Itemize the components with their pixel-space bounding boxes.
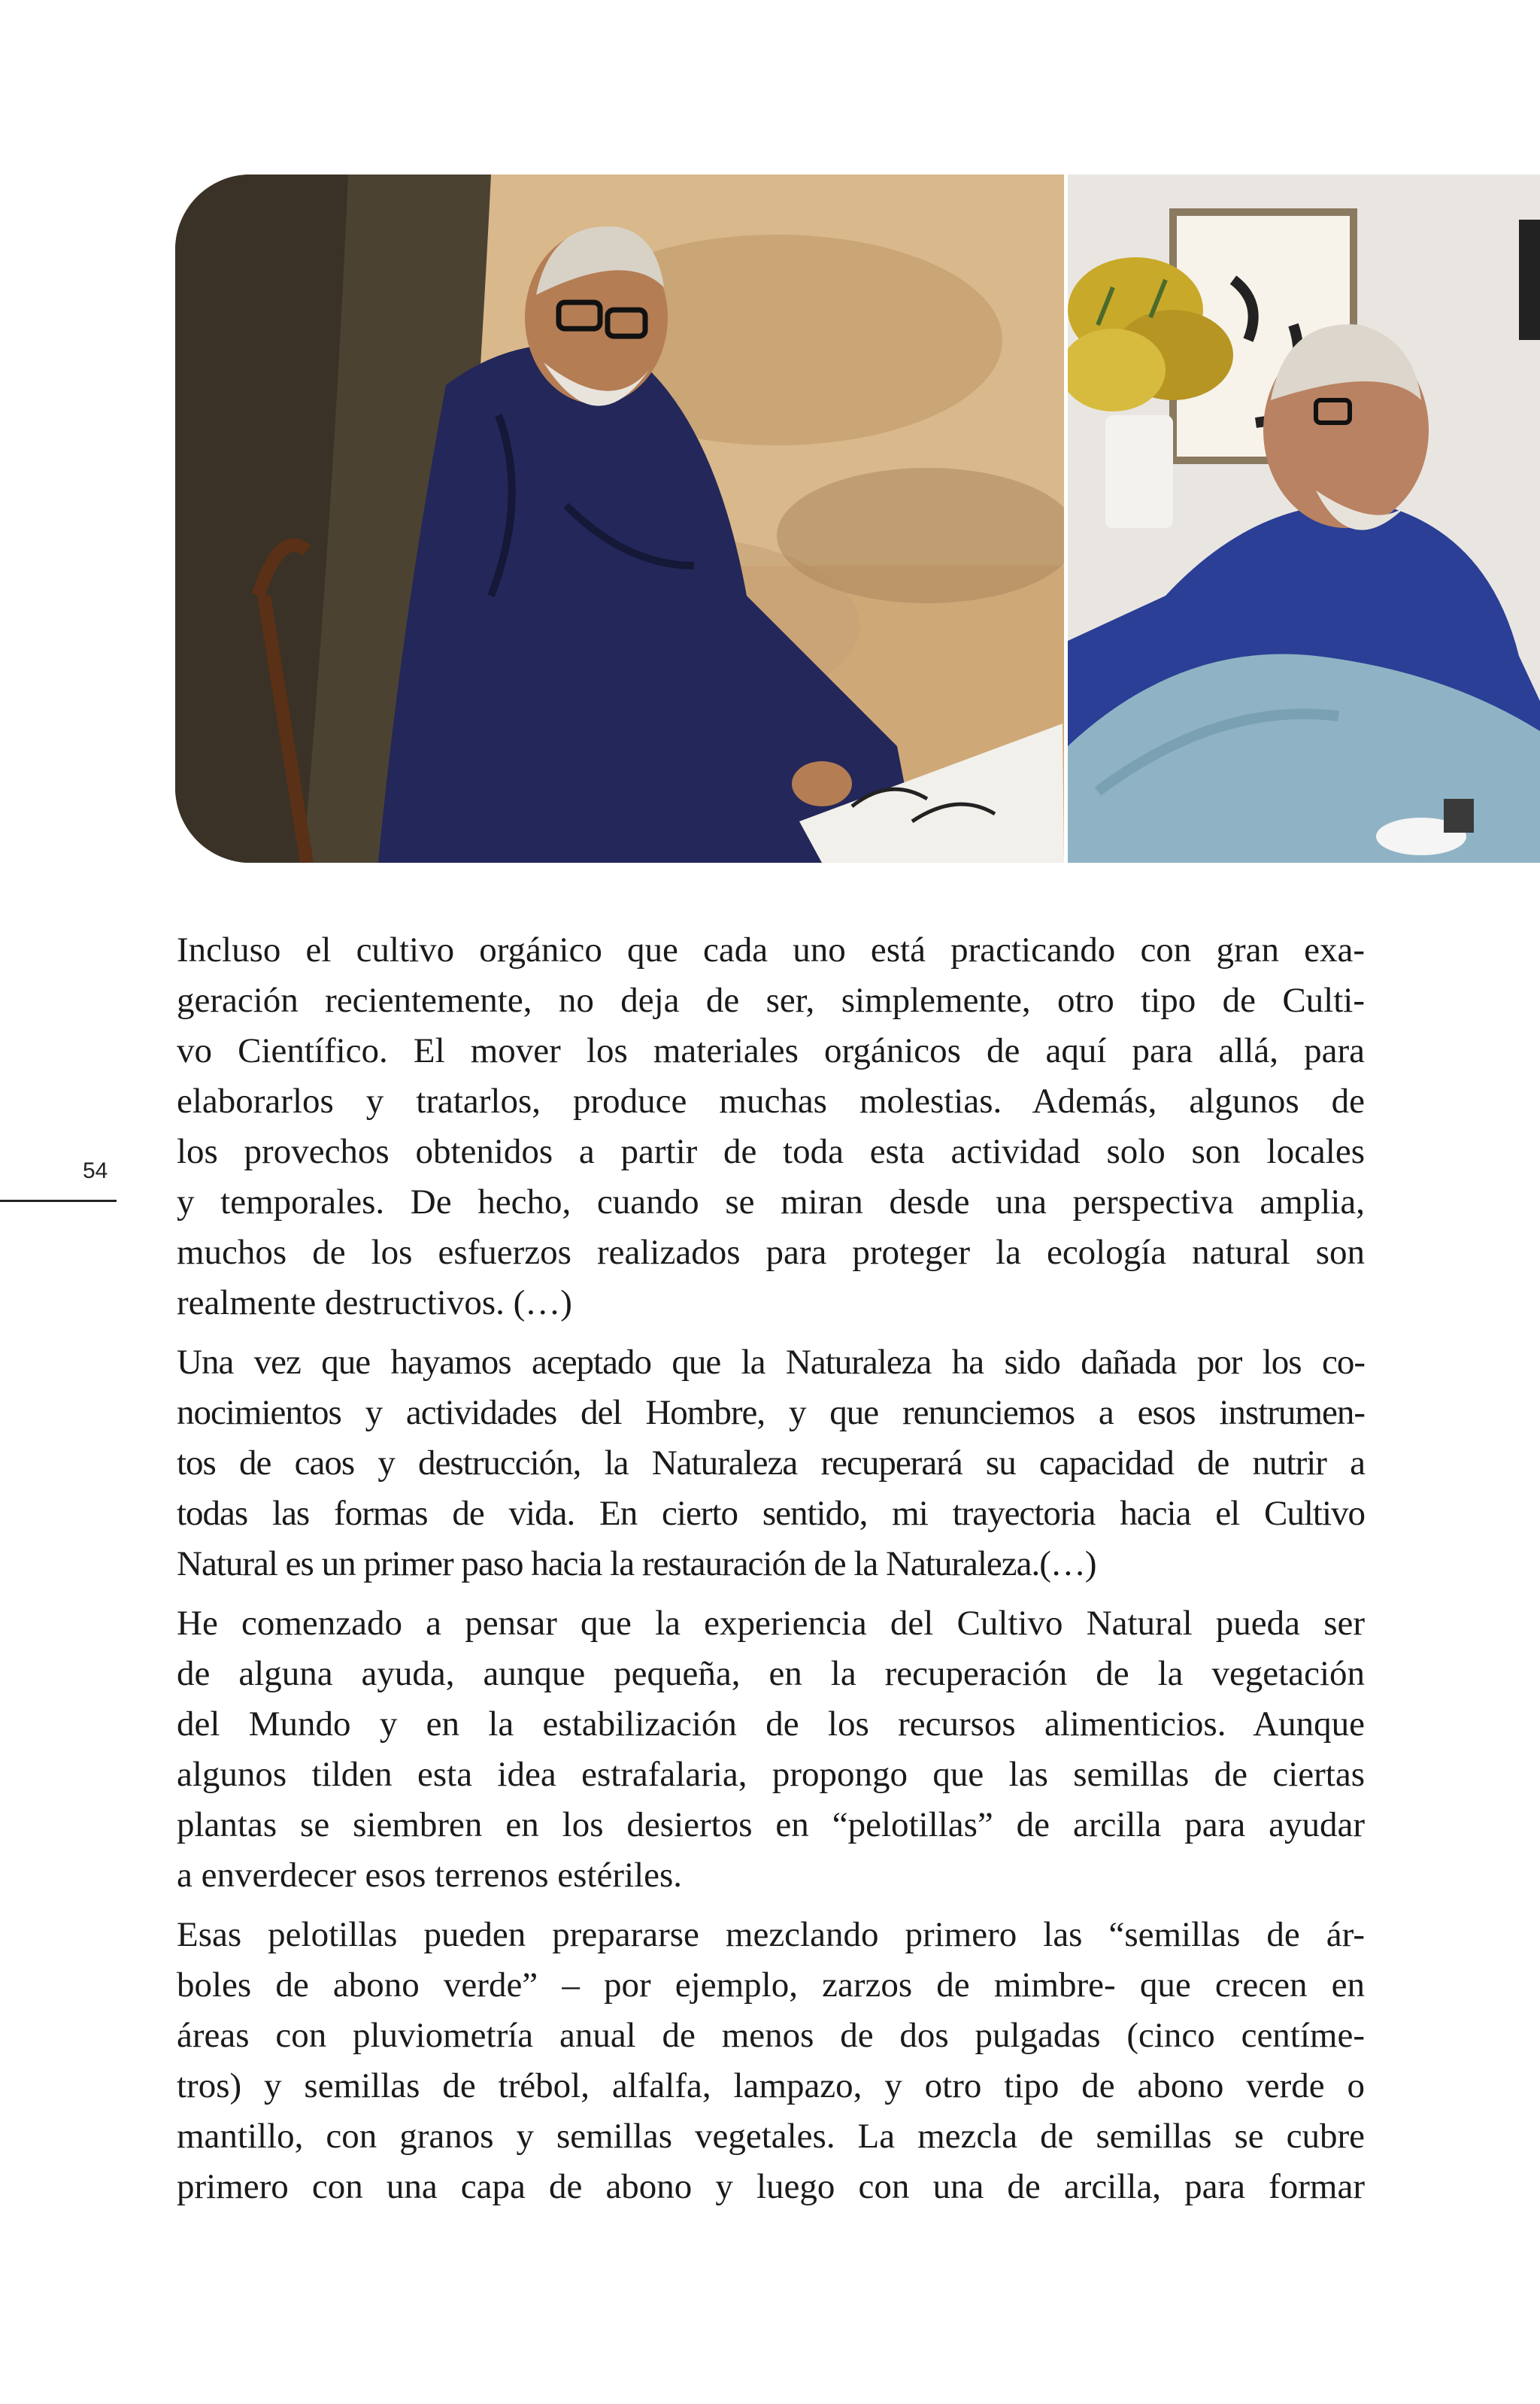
text-line: realmente destructivos. (…) (177, 1283, 572, 1322)
text-line: tos de caos y destrucción, la Naturaleza recuperará su capacidad de nutrir a (177, 1443, 1365, 1483)
text-line: del Mundo y en la estabilización de los recursos alimenticios. Aunque (177, 1704, 1365, 1744)
photo-strip (175, 175, 1540, 863)
paragraph (177, 1337, 1365, 1589)
text-line: Natural es un primer paso hacia la restauración de la Naturaleza.(…) (177, 1544, 1096, 1583)
text-line: mantillo, con granos y semillas vegetales. La mezcla de semillas se cubre (177, 2117, 1365, 2156)
text-line: algunos tilden esta idea estrafalaria, propongo que las semillas de ciertas (177, 1755, 1365, 1794)
text-line: geración recientemente, no deja de ser, simplemente, otro tipo de Culti- (177, 981, 1365, 1020)
text-line: He comenzado a pensar que la experiencia del Cultivo Natural pueda ser (177, 1604, 1365, 1643)
text-line: plantas se siembren en los desiertos en “pelotillas” de arcilla para ayudar (177, 1805, 1365, 1844)
text-line: Esas pelotillas pueden prepararse mezclando primero las “semillas de ár- (177, 1915, 1365, 1954)
text-line: de alguna ayuda, aunque pequeña, en la recuperación de la vegetación (177, 1654, 1365, 1693)
body-text (177, 925, 1365, 2212)
paragraph (177, 925, 1365, 1328)
text-line: muchos de los esfuerzos realizados para proteger la ecología natural son (177, 1233, 1365, 1272)
text-line: vo Científico. El mover los materiales orgánicos de aquí para allá, para (177, 1031, 1365, 1070)
text-line: nocimientos y actividades del Hombre, y que renunciemos a esos instrumen- (177, 1393, 1365, 1432)
text-line: áreas con pluviometría anual de menos de dos pulgadas (cinco centíme- (177, 2016, 1365, 2055)
text-line: boles de abono verde” – por ejemplo, zarzos de mimbre- que crecen en (177, 1965, 1365, 2005)
photo-man-under-tree (175, 175, 1064, 863)
page-number: 54 (83, 1158, 108, 1183)
text-line: primero con una capa de abono y luego con una de arcilla, para formar (177, 2167, 1365, 2206)
paragraph (177, 1910, 1365, 2212)
text-line: Una vez que hayamos aceptado que la Naturaleza ha sido dañada por los co- (177, 1343, 1365, 1382)
text-line: Incluso el cultivo orgánico que cada uno está practicando con gran exa- (177, 930, 1365, 970)
text-line: todas las formas de vida. En cierto sentido, mi trayectoria hacia el Cultivo (177, 1494, 1365, 1533)
text-line: elaborarlos y tratarlos, produce muchas molestias. Además, algunos de (177, 1082, 1365, 1121)
text-line: a enverdecer esos terrenos estériles. (177, 1856, 683, 1895)
photo-man-indoors (1068, 175, 1540, 863)
text-line: tros) y semillas de trébol, alfalfa, lampazo, y otro tipo de abono verde o (177, 2066, 1365, 2105)
page-number-rule (0, 1200, 117, 1202)
text-line: y temporales. De hecho, cuando se miran desde una perspectiva amplia, (177, 1182, 1365, 1222)
paragraph (177, 1598, 1365, 1901)
text-line: los provechos obtenidos a partir de toda esta actividad solo son locales (177, 1132, 1365, 1171)
